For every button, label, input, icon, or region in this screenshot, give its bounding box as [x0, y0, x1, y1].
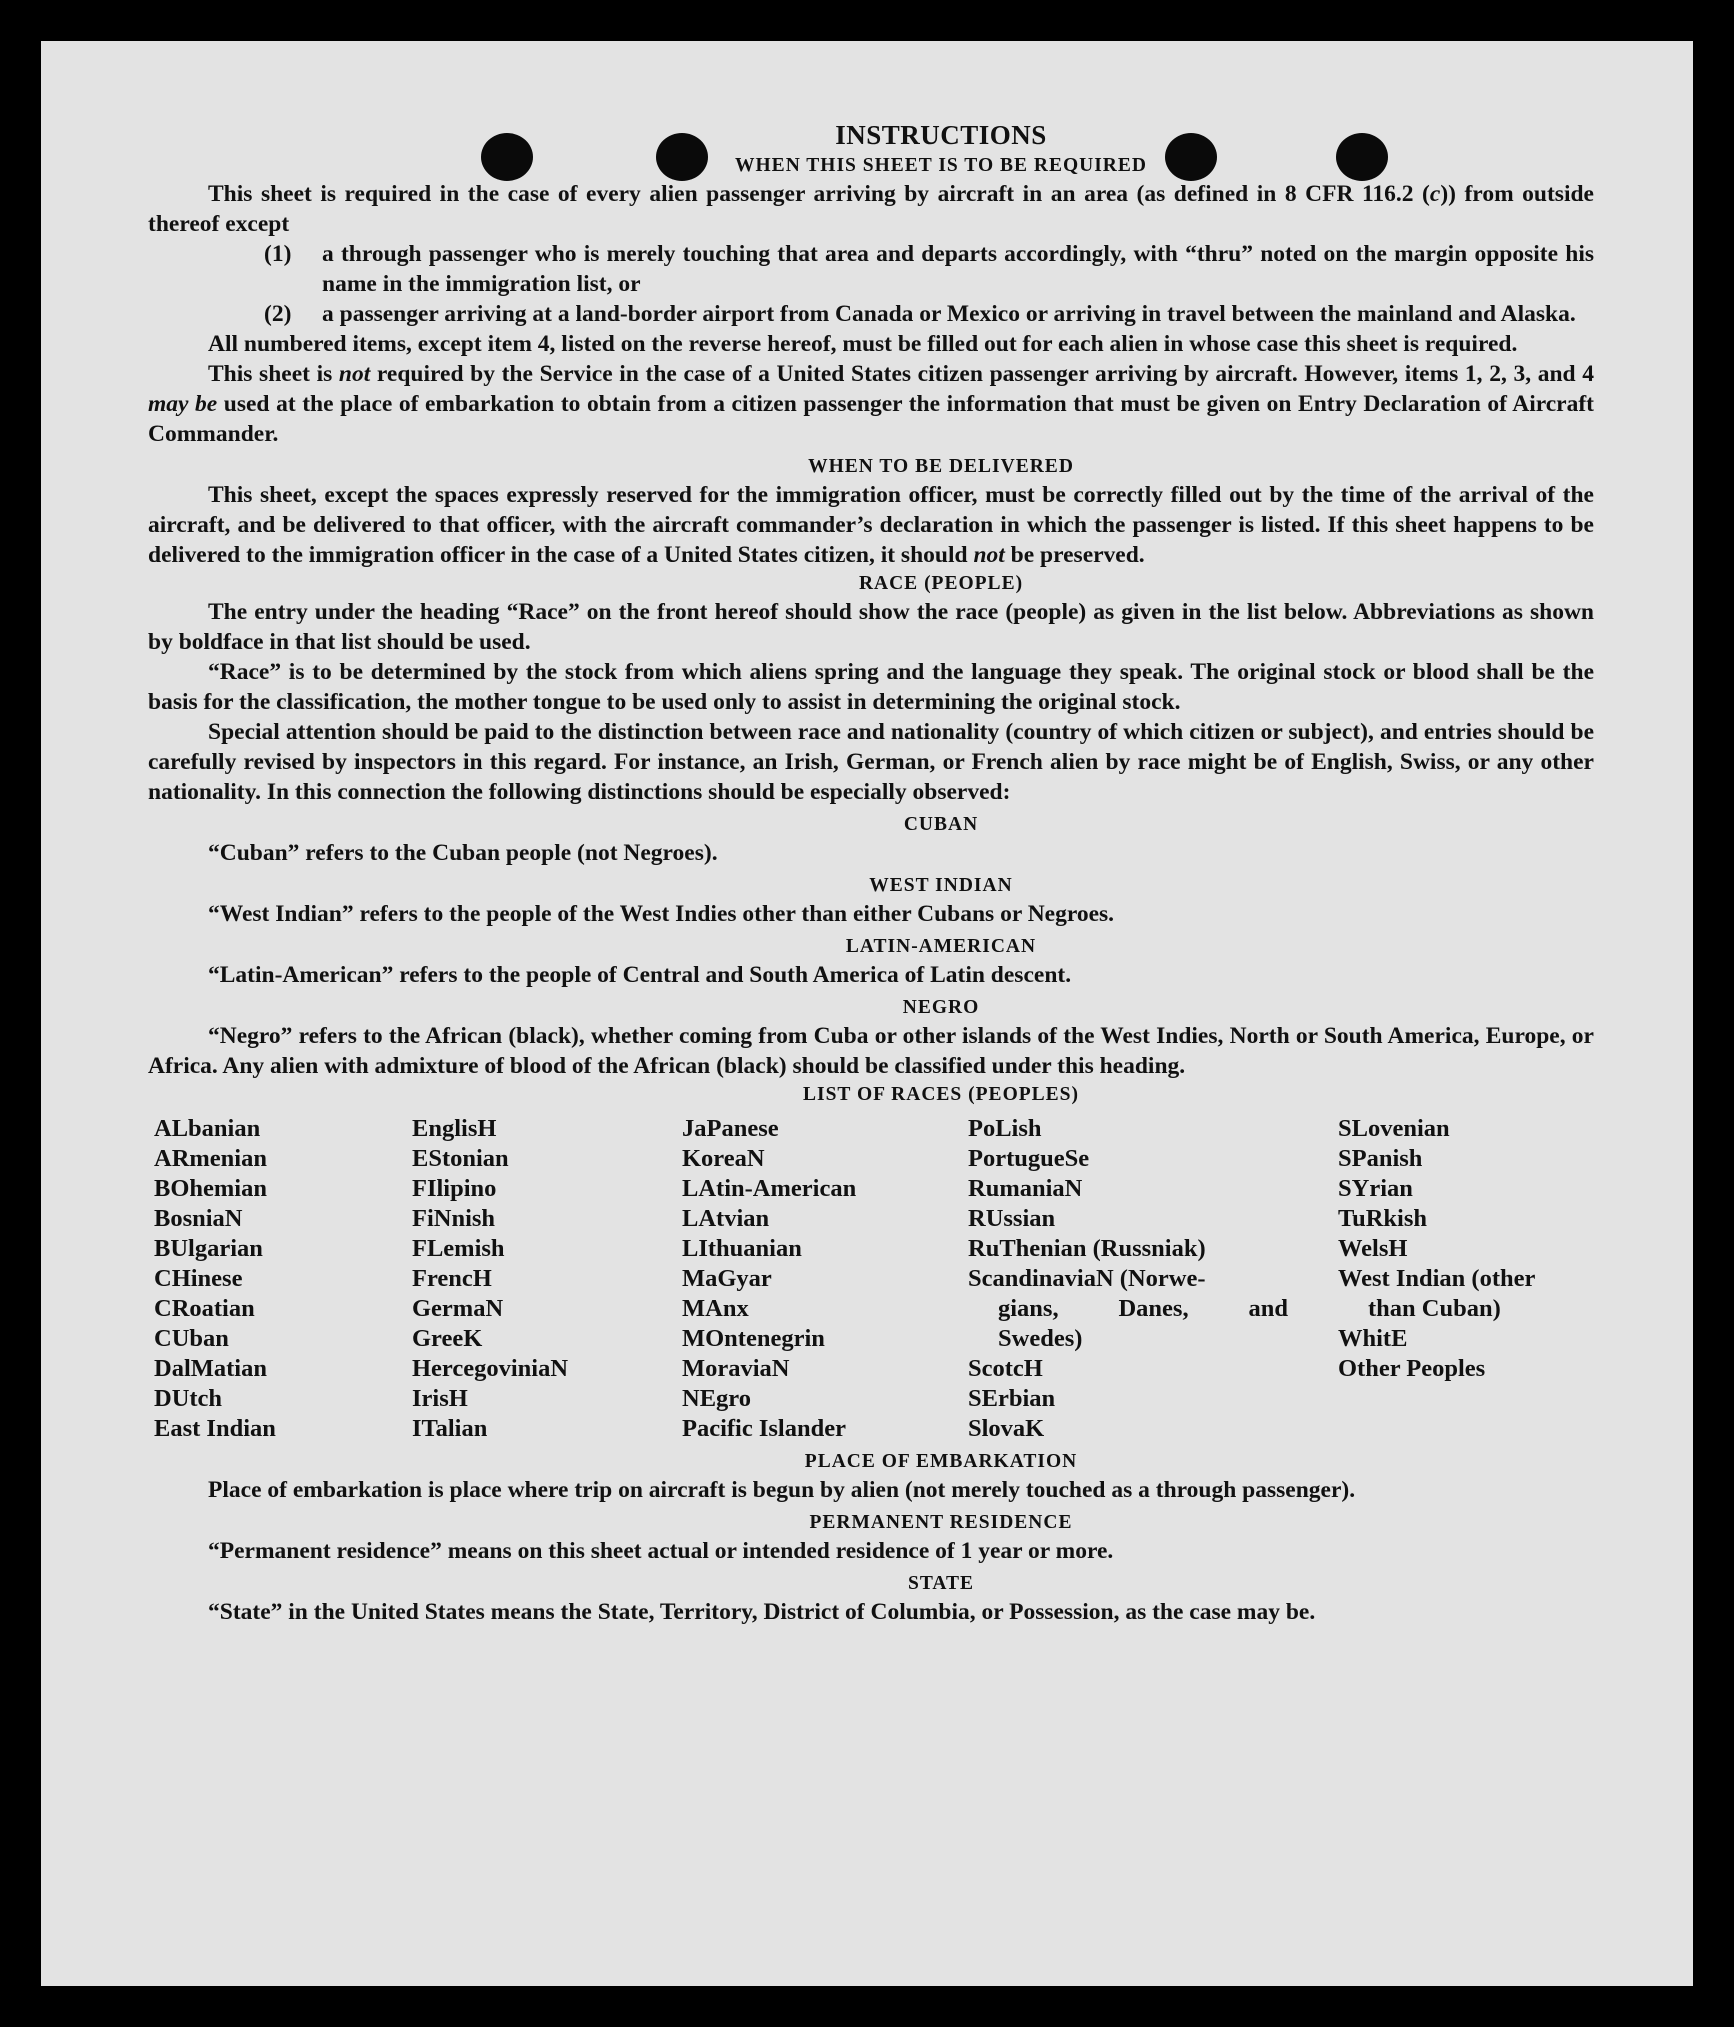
race-entry: JaPanese: [682, 1115, 779, 1142]
item-number: (2): [264, 301, 292, 327]
item-number: (1): [264, 241, 292, 267]
race-entry: Other Peoples: [1338, 1355, 1486, 1382]
race-entry: ALbanian: [154, 1115, 261, 1142]
race-entry: CRoatian: [154, 1295, 255, 1322]
race-entry: LAtin-American: [682, 1175, 857, 1202]
race-entry: DUtch: [154, 1385, 223, 1412]
race-entry: FLemish: [412, 1235, 505, 1262]
race-entry: SLovenian: [1338, 1115, 1450, 1142]
section-heading-state: STATE: [907, 1573, 975, 1594]
race-entry: WelsH: [1338, 1235, 1408, 1262]
race-entry: East Indian: [154, 1415, 276, 1442]
race-entry-continued: Swedes): [998, 1325, 1083, 1352]
text-italic: not: [973, 542, 1005, 568]
page-title: INSTRUCTIONS: [835, 120, 1047, 150]
section-heading-embarkation: PLACE OF EMBARKATION: [804, 1451, 1078, 1472]
list-item: [264, 299, 1594, 329]
race-entry-continued: than Cuban): [1368, 1295, 1501, 1322]
section-heading-list-of-races: LIST OF RACES (PEOPLES): [802, 1084, 1079, 1105]
paragraph: The entry under the heading “Race” on the front hereof should show the race (people) as given in the list below. Abbreviations as shown by boldface in that list should be used.: [148, 599, 1594, 655]
text-italic: may be: [148, 391, 218, 417]
paragraph: All numbered items, except item 4, listed on the reverse hereof, must be filled out for each alien in whose case this sheet is required.: [208, 331, 1518, 357]
text: be preserved.: [1004, 542, 1145, 568]
text: and: [1248, 1295, 1288, 1322]
paragraph: [148, 359, 1594, 449]
text: gians,: [998, 1295, 1059, 1322]
race-entry: West Indian (other: [1338, 1265, 1536, 1292]
race-entry: LAtvian: [682, 1205, 770, 1232]
race-entry: BosniaN: [154, 1205, 243, 1232]
race-entry: ScotcH: [968, 1355, 1043, 1382]
race-entry: EStonian: [412, 1145, 509, 1172]
paragraph: [148, 480, 1594, 570]
race-entry: HercegoviniaN: [412, 1355, 569, 1382]
paragraph: Place of embarkation is place where trip on aircraft is begun by alien (not merely touched as a through passenger).: [208, 1477, 1356, 1503]
race-entry: KoreaN: [682, 1145, 765, 1172]
race-entry: RUssian: [968, 1205, 1056, 1232]
section-heading-delivered: WHEN TO BE DELIVERED: [808, 456, 1074, 477]
text: This sheet is: [208, 361, 339, 387]
race-entry: WhitE: [1338, 1325, 1408, 1352]
race-entry: BUlgarian: [154, 1235, 263, 1262]
paragraph: “Permanent residence” means on this sheet actual or intended residence of 1 year or more.: [208, 1538, 1114, 1564]
section-heading-required: WHEN THIS SHEET IS TO BE REQUIRED: [735, 155, 1147, 176]
item-text: a passenger arriving at a land-border airport from Canada or Mexico or arriving in travel between the mainland and Alaska.: [322, 301, 1576, 327]
paragraph: “Latin-American” refers to the people of Central and South America of Latin descent.: [208, 962, 1072, 988]
text: used at the place of embarkation to obtain from a citizen passenger the information that must be given on Entry Declaration of Aircraft Commander.: [148, 391, 1594, 447]
race-entry: FIlipino: [412, 1175, 497, 1202]
race-entry: DalMatian: [154, 1355, 267, 1382]
races-column: [968, 1114, 1338, 1444]
race-entry: TuRkish: [1338, 1205, 1428, 1232]
paragraph: “Negro” refers to the African (black), whether coming from Cuba or other islands of the West Indies, North or South America, Europe, or Africa. Any alien with admixture of blood of the African (black) should be classified under this heading.: [148, 1023, 1594, 1079]
race-entry: ARmenian: [154, 1145, 267, 1172]
race-entry: ITalian: [412, 1415, 488, 1442]
race-entry: SYrian: [1338, 1175, 1413, 1202]
races-column: [1338, 1114, 1598, 1444]
race-entry: MAnx: [682, 1295, 749, 1322]
text: required by the Service in the case of a United States citizen passenger arriving by aircraft. However, items 1, 2, 3, and 4: [370, 361, 1594, 387]
paragraph: [148, 179, 1594, 239]
text: This sheet, except the spaces expressly reserved for the immigration officer, must be correctly filled out by the time of the arrival of the aircraft, and be delivered to that officer, with the aircraft commander’s declaration in which the passenger is listed. If this sheet happens to be delivered to the immigration officer in the case of a United States citizen, it should: [148, 482, 1594, 568]
race-entry: IrisH: [412, 1385, 468, 1412]
race-entry: FrencH: [412, 1265, 492, 1292]
item-text: a through passenger who is merely touching that area and departs accordingly, with “thru” noted on the margin opposite his name in the immigration list, or: [322, 241, 1594, 297]
race-entry: SlovaK: [968, 1415, 1045, 1442]
text: Danes,: [1118, 1295, 1189, 1322]
text-italic: c: [1429, 181, 1441, 207]
race-entry: FiNnish: [412, 1205, 496, 1232]
section-heading-race: RACE (PEOPLE): [858, 573, 1024, 594]
race-entry: SPanish: [1338, 1145, 1423, 1172]
race-entry: EnglisH: [412, 1115, 497, 1142]
section-heading-residence: PERMANENT RESIDENCE: [809, 1512, 1073, 1533]
section-heading-west-indian: WEST INDIAN: [869, 875, 1013, 896]
list-item: [264, 239, 1594, 299]
race-entry: ScandinaviaN (Norwe-: [968, 1265, 1206, 1292]
race-entry: MOntenegrin: [682, 1325, 825, 1352]
race-entry: RumaniaN: [968, 1175, 1083, 1202]
text: This sheet is required in the case of every alien passenger arriving by aircraft in an area (as defined in 8 CFR 116.2 (: [208, 181, 1430, 207]
race-entry: GreeK: [412, 1325, 483, 1352]
instructions-text: [148, 118, 1594, 1627]
race-entry: MaGyar: [682, 1265, 772, 1292]
section-heading-cuban: CUBAN: [903, 814, 979, 835]
races-column: [682, 1114, 968, 1444]
paragraph: “Cuban” refers to the Cuban people (not Negroes).: [208, 840, 718, 866]
paragraph: “West Indian” refers to the people of the West Indies other than either Cubans or Negroes.: [208, 901, 1115, 927]
race-entry: Pacific Islander: [682, 1415, 846, 1442]
race-entry: NEgro: [682, 1385, 751, 1412]
races-list: [148, 1114, 1594, 1444]
paragraph: Special attention should be paid to the distinction between race and nationality (country of which citizen or subject), and entries should be carefully revised by inspectors in this regard. For instance, an Irish, German, or French alien by race might be of English, Swiss, or any other nationality. In this connection the following distinctions should be especially observed:: [148, 719, 1594, 805]
race-entry: CHinese: [154, 1265, 243, 1292]
race-entry: BOhemian: [154, 1175, 267, 1202]
race-entry: SErbian: [968, 1385, 1056, 1412]
race-entry: GermaN: [412, 1295, 504, 1322]
races-column: [412, 1114, 682, 1444]
text-italic: not: [338, 361, 371, 387]
race-entry: LIthuanian: [682, 1235, 802, 1262]
race-entry: CUban: [154, 1325, 229, 1352]
race-entry: PoLish: [968, 1115, 1042, 1142]
paragraph: “State” in the United States means the State, Territory, District of Columbia, or Possession, as the case may be.: [208, 1599, 1316, 1625]
race-entry: MoraviaN: [682, 1355, 790, 1382]
race-entry-continued: [968, 1294, 1288, 1324]
section-heading-latin-american: LATIN-AMERICAN: [845, 936, 1037, 957]
text: )) from outside thereof except: [148, 181, 1594, 237]
races-column: [154, 1114, 412, 1444]
race-entry: PortugueSe: [968, 1145, 1090, 1172]
section-heading-negro: NEGRO: [902, 997, 980, 1018]
race-entry: RuThenian (Russniak): [968, 1235, 1206, 1262]
paragraph: “Race” is to be determined by the stock from which aliens spring and the language they speak. The original stock or blood shall be the basis for the classification, the mother tongue to be used only to assist in determining the original stock.: [148, 659, 1594, 715]
